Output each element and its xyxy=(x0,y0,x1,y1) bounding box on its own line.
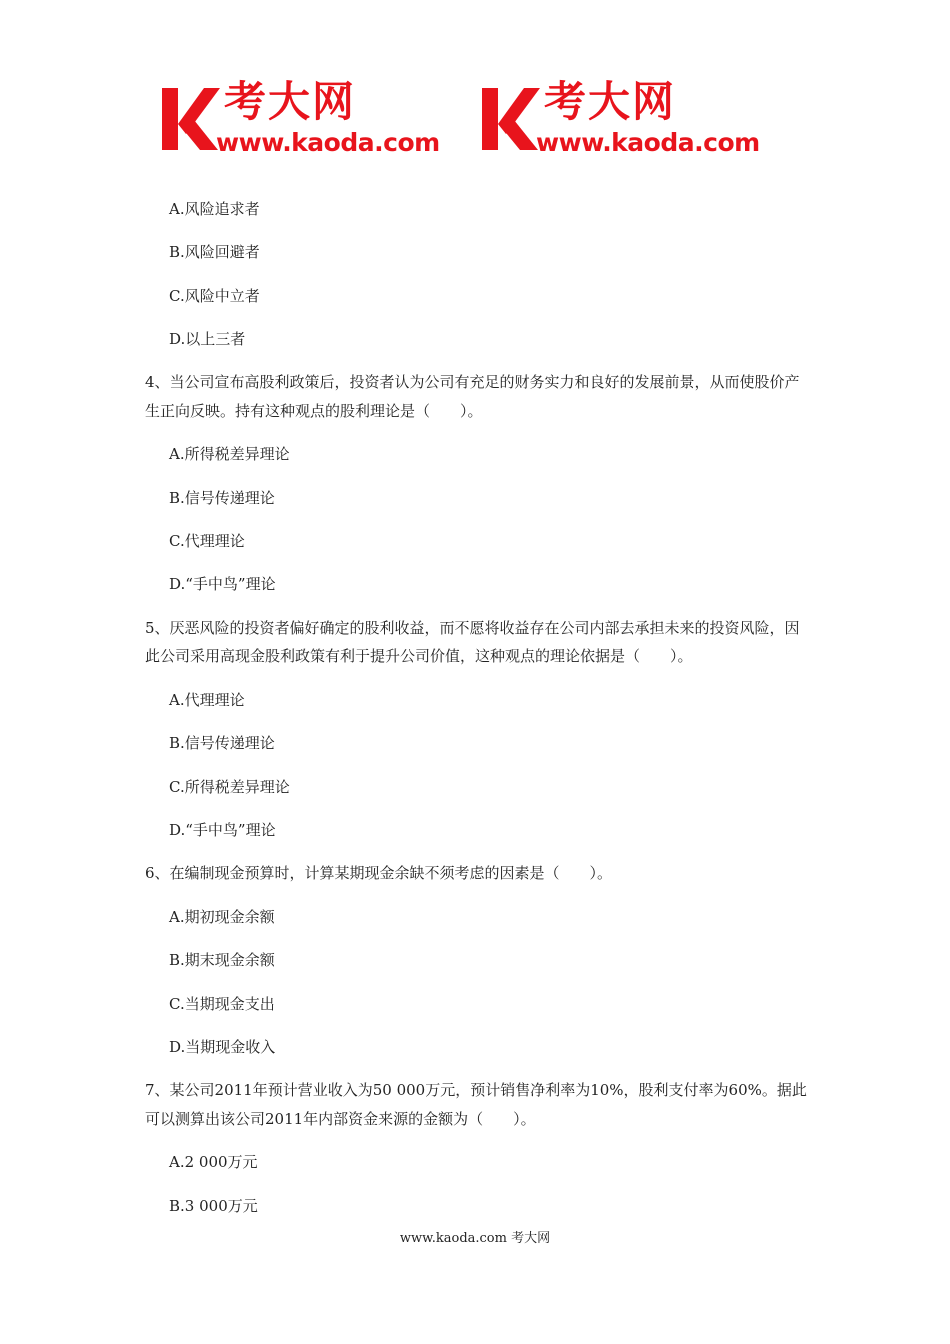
question-list xyxy=(145,195,810,1235)
question-text: 4、当公司宣布高股利政策后，投资者认为公司有充足的财务实力和良好的发展前景，从而使股价产生正向反映。持有这种观点的股利理论是（ ）。 xyxy=(145,373,800,420)
answer-option: D.当期现金收入 xyxy=(169,1037,276,1056)
answer-option: A.风险追求者 xyxy=(169,200,260,218)
answer-option: A.期初现金余额 xyxy=(169,907,275,926)
logo-text: 考大网 xyxy=(224,77,357,126)
logo-url: www.kaoda.com xyxy=(216,128,440,157)
question-text: 6、在编制现金预算时，计算某期现金余缺不须考虑的因素是（ ）。 xyxy=(145,864,613,883)
answer-option: C.代理理论 xyxy=(169,532,245,551)
answer-option: B.期末现金余额 xyxy=(169,951,275,970)
answer-option: A.代理理论 xyxy=(169,690,245,709)
answer-option: C.风险中立者 xyxy=(169,286,260,305)
question-text: 7、某公司2011年预计营业收入为50 000万元，预计销售净利率为10%，股利支付率为60%。据此可以测算出该公司2011年内部资金来源的金额为（ ）。 xyxy=(145,1081,807,1128)
answer-option: D.以上三者 xyxy=(169,329,246,348)
answer-option: C.所得税差异理论 xyxy=(169,777,290,796)
answer-option: D.“手中鸟”理论 xyxy=(169,820,276,839)
answer-option: A.2 000万元 xyxy=(169,1153,258,1172)
answer-option: B.信号传递理论 xyxy=(169,734,275,753)
kaoda-logo xyxy=(480,78,800,158)
answer-option: C.当期现金支出 xyxy=(169,994,275,1013)
page-footer: www.kaoda.com 考大网 xyxy=(399,1231,551,1246)
question-text: 5、厌恶风险的投资者偏好确定的股利收益，而不愿将收益存在公司内部去承担未来的投资风险，因此公司采用高现金股利政策有利于提升公司价值，这种观点的理论依据是（ ）。 xyxy=(145,618,800,666)
logo-url: www.kaoda.com xyxy=(536,128,760,157)
k-mark-icon xyxy=(480,84,542,154)
kaoda-logo xyxy=(160,78,480,158)
k-mark-icon xyxy=(160,84,222,154)
answer-option: A.所得税差异理论 xyxy=(169,445,290,464)
answer-option: B.3 000万元 xyxy=(169,1196,258,1215)
answer-option: D.“手中鸟”理论 xyxy=(169,575,276,594)
header-logos xyxy=(160,78,800,158)
logo-text: 考大网 xyxy=(544,77,677,126)
answer-option: B.风险回避者 xyxy=(169,243,260,262)
answer-option: B.信号传递理论 xyxy=(169,488,275,507)
